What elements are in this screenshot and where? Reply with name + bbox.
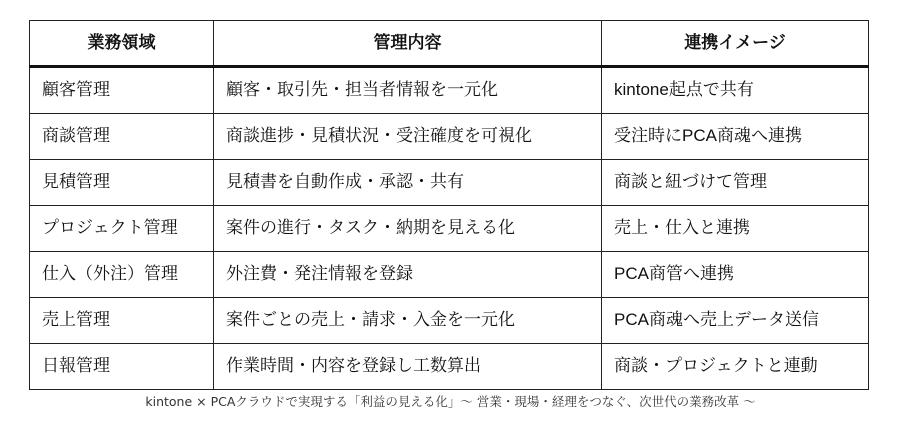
- table-body: [30, 67, 869, 390]
- cell-business-area: 商談管理: [30, 114, 214, 160]
- header-row: [30, 21, 869, 67]
- table-caption: kintone × PCAクラウドで実現する「利益の見える化」〜 営業・現場・経理をつなぐ、次世代の業務改革 〜: [145, 394, 756, 409]
- cell-management-content: 案件の進行・タスク・納期を見える化: [214, 206, 602, 252]
- cell-integration: PCA商管へ連携: [602, 252, 869, 298]
- business-areas-table: [29, 20, 869, 390]
- cell-management-content: 作業時間・内容を登録し工数算出: [214, 344, 602, 390]
- cell-management-content: 外注費・発注情報を登録: [214, 252, 602, 298]
- cell-integration: PCA商魂へ売上データ送信: [602, 298, 869, 344]
- table-row: [30, 160, 869, 206]
- table-row: [30, 344, 869, 390]
- header-management-content: 管理内容: [214, 21, 602, 67]
- table-row: [30, 252, 869, 298]
- cell-management-content: 見積書を自動作成・承認・共有: [214, 160, 602, 206]
- cell-integration: 受注時にPCA商魂へ連携: [602, 114, 869, 160]
- cell-business-area: 日報管理: [30, 344, 214, 390]
- cell-business-area: プロジェクト管理: [30, 206, 214, 252]
- header-integration-image: 連携イメージ: [602, 21, 869, 67]
- table-row: [30, 114, 869, 160]
- table-row: [30, 206, 869, 252]
- table-header: [30, 21, 869, 67]
- cell-business-area: 売上管理: [30, 298, 214, 344]
- cell-integration: 商談・プロジェクトと連動: [602, 344, 869, 390]
- cell-management-content: 顧客・取引先・担当者情報を一元化: [214, 67, 602, 114]
- business-table-container: [29, 20, 868, 390]
- cell-business-area: 顧客管理: [30, 67, 214, 114]
- table-row: [30, 67, 869, 114]
- cell-integration: 商談と紐づけて管理: [602, 160, 869, 206]
- cell-integration: 売上・仕入と連携: [602, 206, 869, 252]
- cell-business-area: 見積管理: [30, 160, 214, 206]
- cell-business-area: 仕入（外注）管理: [30, 252, 214, 298]
- cell-management-content: 商談進捗・見積状況・受注確度を可視化: [214, 114, 602, 160]
- header-business-area: 業務領域: [30, 21, 214, 67]
- cell-management-content: 案件ごとの売上・請求・入金を一元化: [214, 298, 602, 344]
- table-row: [30, 298, 869, 344]
- cell-integration: kintone起点で共有: [602, 67, 869, 114]
